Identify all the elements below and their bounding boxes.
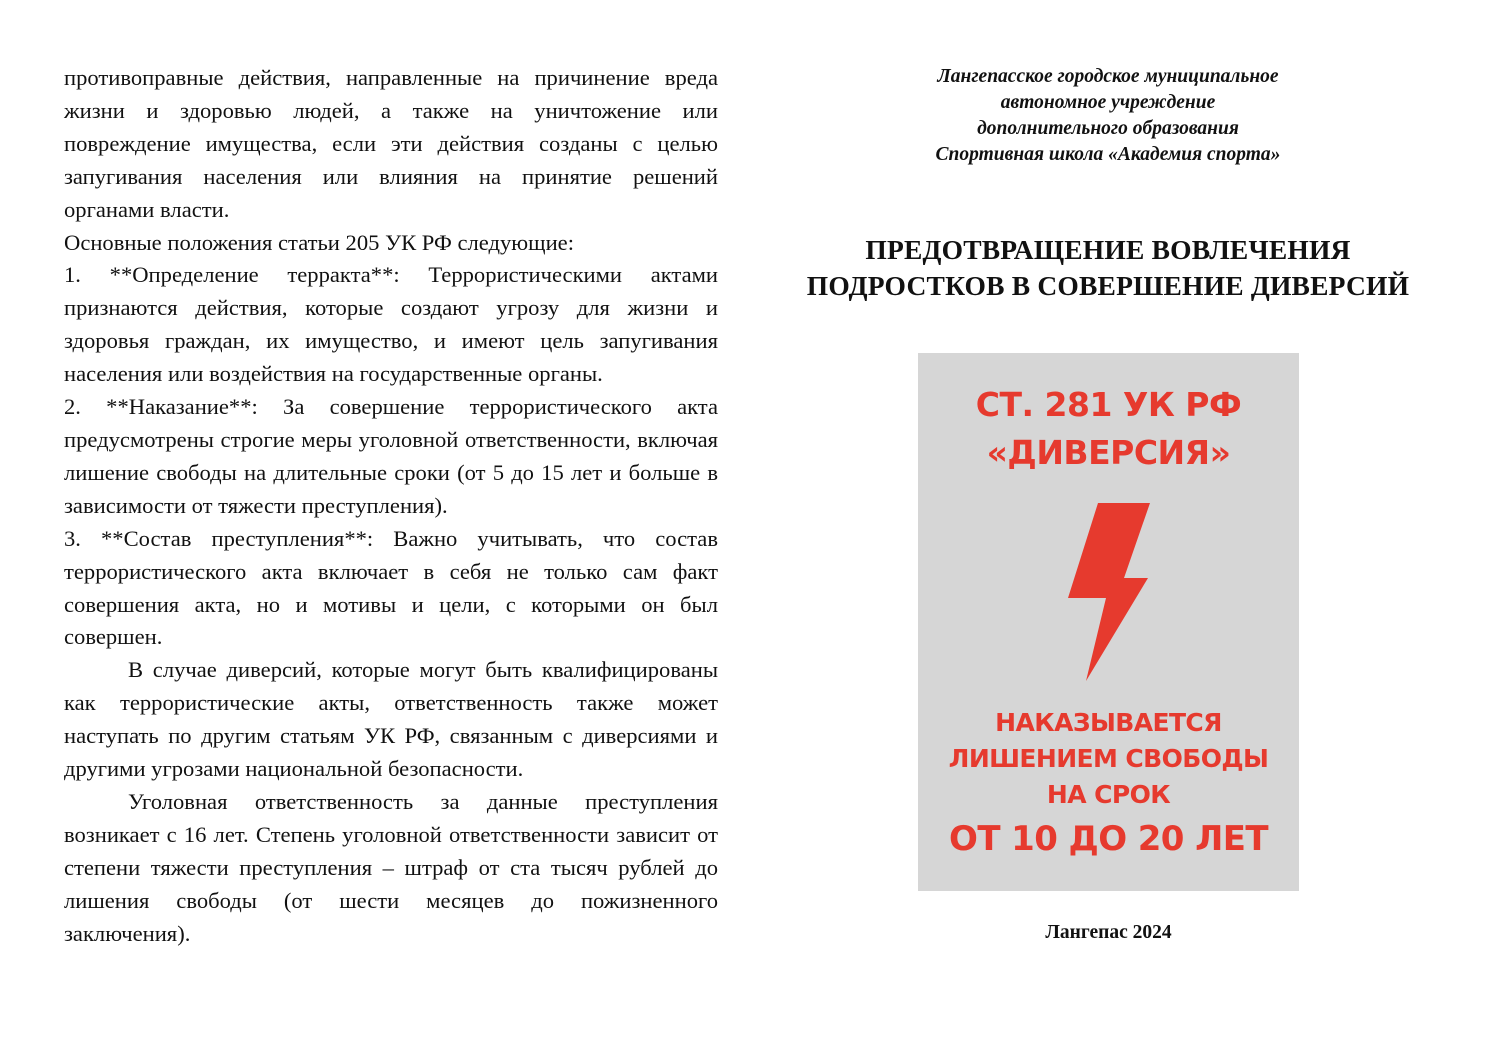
poster-headline: [918, 381, 1299, 477]
poster-penalty-term: ОТ 10 ДО 20 ЛЕТ: [949, 819, 1268, 859]
paragraph-definition: противоправные действия, направленные на причинение вреда жизни и здоровью людей, а также на уничтожение или повреждение имущества, если эти действия созданы с целью запугивания населения или влияния на принятие решений органами власти.: [64, 65, 718, 222]
organization-name: [790, 64, 1426, 168]
right-page-cover: [790, 64, 1426, 304]
poster-penalty-line: НА СРОК: [1046, 780, 1171, 809]
org-line: дополнительного образования: [977, 118, 1239, 139]
poster-penalty-line: ЛИШЕНИЕМ СВОБОДЫ: [948, 744, 1269, 773]
brochure-title: [790, 232, 1426, 304]
paragraph-diversion-cases: В случае диверсий, которые могут быть квалифицированы как террористические акты, ответственность также может наступать по другим статьям УК РФ, связанным с диверсиями и другими угрозами национальной безопасности.: [64, 657, 718, 782]
org-line: Лангепасское городское муниципальное: [937, 66, 1279, 87]
org-line: Спортивная школа «Академия спорта»: [935, 144, 1281, 165]
title-line: ПОДРОСТКОВ В СОВЕРШЕНИЕ ДИВЕРСИЙ: [806, 270, 1410, 301]
left-page-text: [64, 62, 718, 950]
title-line: ПРЕДОТВРАЩЕНИЕ ВОВЛЕЧЕНИЯ: [865, 234, 1351, 265]
paragraph-item-2: 2. **Наказание**: За совершение террористического акта предусмотрены строгие меры уголовной ответственности, включая лишение свободы на длительные сроки (от 5 до 15 лет и больше в зависимости от тяжести преступления).: [64, 394, 718, 518]
paragraph-liability-age: Уголовная ответственность за данные преступления возникает с 16 лет. Степень уголовной ответственности зависит от степени тяжести преступления – штраф от ста тысяч рублей до лишения свободы (от шести месяцев до пожизненного заключения).: [64, 788, 718, 946]
org-line: автономное учреждение: [1000, 92, 1216, 113]
poster-penalty: [918, 705, 1299, 865]
poster-penalty-line: НАКАЗЫВАЕТСЯ: [995, 708, 1222, 737]
lightning-bolt-icon: [1068, 503, 1153, 683]
poster-headline-line: СТ. 281 УК РФ: [975, 385, 1242, 424]
city-year: Лангепас 2024: [1045, 922, 1172, 943]
poster-headline-line: «ДИВЕРСИЯ»: [986, 433, 1231, 472]
paragraph-item-3: 3. **Состав преступления**: Важно учитывать, что состав террористического акта включает в себя не только сам факт совершения акта, но и мотивы и цели, с которыми он был совершен.: [64, 525, 718, 650]
paragraph-item-1: 1. **Определение терракта**: Террористическими актами признаются действия, которые создают угрозу для жизни и здоровья граждан, их имущество, и имеют цель запугивания населения или воздействия на государственные органы.: [64, 262, 718, 387]
paragraph-article-intro: Основные положения статьи 205 УК РФ следующие:: [64, 229, 574, 255]
warning-poster: [918, 353, 1299, 891]
